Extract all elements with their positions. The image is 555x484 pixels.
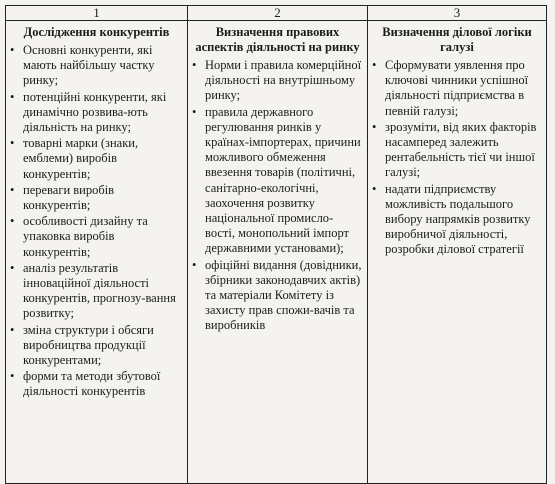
bullet-icon: • <box>192 58 197 72</box>
list-item <box>192 258 363 334</box>
column-cell-2 <box>188 21 368 484</box>
bullet-list <box>192 58 363 334</box>
bullet-icon: • <box>372 181 377 196</box>
list-item <box>10 43 183 89</box>
column-number-1: 1 <box>6 6 188 21</box>
list-item-text: Норми і правила комерційної діяльності на внутрішньому ринку; <box>205 58 362 103</box>
bullet-icon: • <box>10 136 15 151</box>
list-item <box>10 183 183 213</box>
bullet-icon: • <box>10 182 15 197</box>
column-cell-1 <box>6 21 188 484</box>
bullet-icon: • <box>10 214 15 229</box>
list-item <box>10 214 183 260</box>
bullet-icon: • <box>10 89 15 104</box>
list-item-text: Сформувати уявлення про ключові чинники успішної діяльності підприємства в певній галузі; <box>385 58 529 118</box>
list-item <box>10 369 183 399</box>
list-item <box>372 58 542 119</box>
list-item-text: правила державного регулювання ринків у країнах-імпортерах, причини можливого обмеження ввезення товарів (політичні, санітарно-екологічні, заохочення розвитку національної промисло-вості, монопольний імпорт державними установами); <box>205 104 361 256</box>
body-row <box>6 21 547 484</box>
bullet-icon: • <box>10 369 15 384</box>
bullet-list <box>372 58 542 258</box>
list-item <box>192 105 363 257</box>
list-item-text: зрозуміти, від яких факторів насамперед залежить рентабельність тієї чи іншої галузі; <box>385 119 537 180</box>
column-cell-3 <box>368 21 547 484</box>
column-title: Визначення правових аспектів діяльності на ринку <box>195 25 360 54</box>
list-item-text: потенційні конкуренти, які динамічно розвива-ють діяльність на ринку; <box>23 89 167 135</box>
list-item-text: переваги виробів конкурентів; <box>23 182 115 213</box>
content-table <box>5 5 547 484</box>
list-item-text: зміна структури і обсяги виробництва продукції конкурентами; <box>23 322 154 368</box>
bullet-list <box>10 43 183 400</box>
list-item-text: форми та методи збутової діяльності конкурентів <box>23 369 161 399</box>
list-item-text: Основні конкуренти, які мають найбільшу частку ринку; <box>23 43 155 88</box>
column-number-2: 2 <box>188 6 368 21</box>
bullet-icon: • <box>372 119 377 134</box>
list-item <box>192 58 363 104</box>
list-item-text: офіційні видання (довідники, збірники законодавчих актів) та матеріали Комітету із захисту прав спожи-вачів та виробників <box>205 257 362 333</box>
list-item <box>10 136 183 182</box>
list-item <box>372 120 542 181</box>
bullet-icon: • <box>192 257 197 272</box>
header-row <box>6 6 547 21</box>
column-number-3: 3 <box>368 6 547 21</box>
bullet-icon: • <box>372 58 377 72</box>
bullet-icon: • <box>10 43 15 57</box>
bullet-icon: • <box>10 260 15 275</box>
column-title: Дослідження конкурентів <box>23 25 170 39</box>
column-title: Визначення ділової логіки галузі <box>382 25 532 54</box>
list-item <box>10 261 183 322</box>
list-item-text: особливості дизайну та упаковка виробів конкурентів; <box>23 214 148 259</box>
list-item-text: товарні марки (знаки, емблеми) виробів конкурентів; <box>23 136 139 181</box>
list-item-text: надати підприємству можливість подальшого вибору напрямків розвитку виробничої діяльності, розробки ділової стратегії <box>385 181 531 257</box>
list-item <box>10 90 183 136</box>
bullet-icon: • <box>192 104 197 119</box>
list-item <box>372 182 542 258</box>
list-item <box>10 323 183 369</box>
bullet-icon: • <box>10 322 15 337</box>
list-item-text: аналіз результатів інноваційної діяльності конкурентів, прогнозу-вання розвитку; <box>23 260 176 321</box>
